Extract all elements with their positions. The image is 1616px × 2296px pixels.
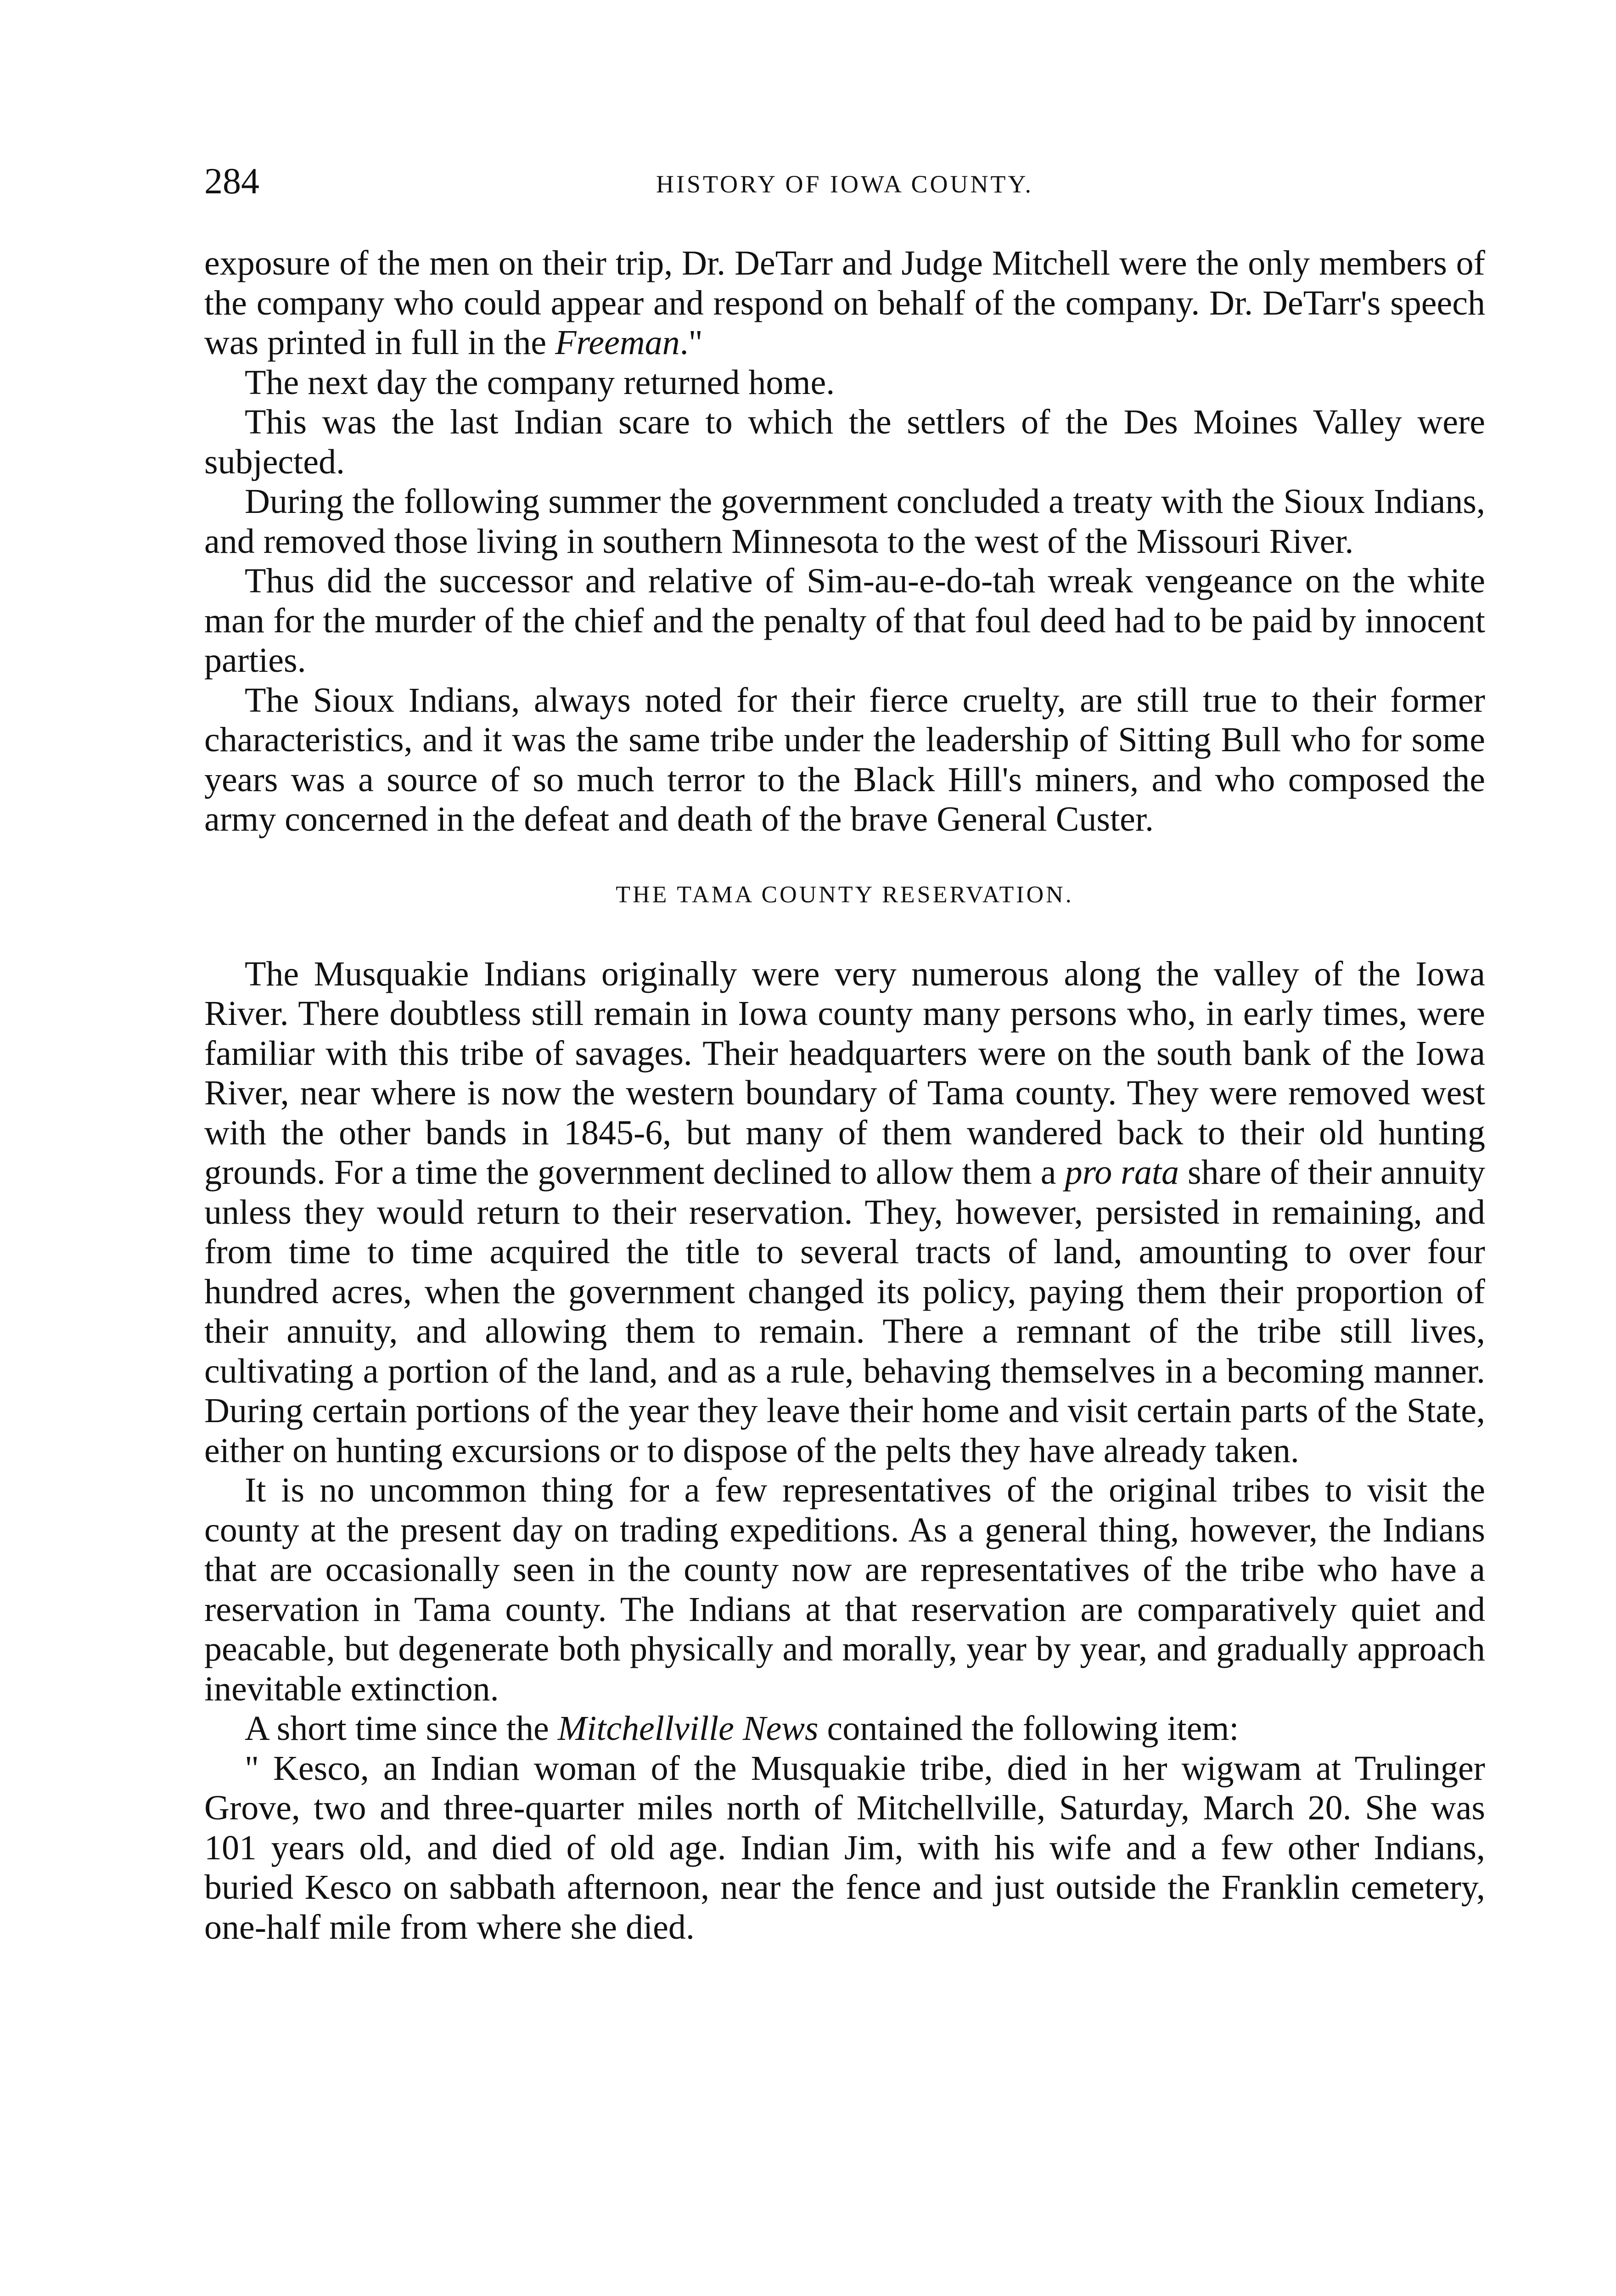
running-head: HISTORY OF IOWA COUNTY. <box>656 170 1034 198</box>
paragraph <box>204 954 1485 1471</box>
paragraph: Thus did the successor and relative of Sim-au-e-do-tah wreak vengeance on the white man for the murder of the chief and the penalty of that foul deed had to be paid by innocent parties. <box>204 562 1485 680</box>
paragraph-continuation <box>204 243 1485 363</box>
paragraph-text: contained the following item: <box>818 1709 1239 1748</box>
page-number: 284 <box>204 161 259 202</box>
paragraph-text: A short time since the <box>245 1709 558 1748</box>
paragraph-text: exposure of the men on their trip, Dr. DeTarr and Judge Mitchell were the only members of the company who could appear and respond on behalf of the company. Dr. DeTarr's speech was printed in full in the <box>204 244 1485 362</box>
newspaper-title: Mitchellville News <box>557 1709 819 1748</box>
newspaper-title: Freeman <box>555 323 680 362</box>
paragraph <box>204 1709 1485 1749</box>
quoted-item: " Kesco, an Indian woman of the Musquakie tribe, died in her wigwam at Trulinger Grove, two and three-quarter miles north of Mitchellville, Saturday, March 20. She was 101 years old, and died of old age. Indian Jim, with his wife and a few other Indians, buried Kesco on sabbath afternoon, near the fence and just outside the Franklin cemetery, one-half mile from where she died. <box>204 1749 1485 1947</box>
latin-phrase: pro rata <box>1065 1153 1179 1192</box>
paragraph-text: ." <box>679 323 703 362</box>
page-header <box>204 158 1485 204</box>
paragraph: During the following summer the government concluded a treaty with the Sioux Indians, and removed those living in southern Minnesota to the west of the Missouri River. <box>204 482 1485 561</box>
paragraph: The next day the company returned home. <box>245 363 835 402</box>
paragraph-text: share of their annuity unless they would return to their reservation. They, however, persisted in remaining, and from time to time acquired the title to several tracts of land, amounting to over four hundred acres, when the government changed its policy, paying them their proportion of their annuity, and allowing them to remain. There a remnant of the tribe still lives, cultivating a portion of the land, and as a rule, behaving themselves in a becoming manner. During certain portions of the year they leave their home and visit certain parts of the State, either on hunting excursions or to dispose of the pelts they have already taken. <box>204 1153 1485 1470</box>
section-heading: THE TAMA COUNTY RESERVATION. <box>616 881 1074 908</box>
paragraph: It is no uncommon thing for a few representatives of the original tribes to visit the county at the present day on trading expeditions. As a general thing, however, the Indians that are occasionally seen in the county now are representatives of the tribe who have a reservation in Tama county. The Indians at that reservation are comparatively quiet and peacable, but degenerate both physically and morally, year by year, and gradually approach inevitable extinction. <box>204 1471 1485 1708</box>
body-text <box>204 243 1485 1947</box>
paragraph: This was the last Indian scare to which the settlers of the Des Moines Valley were subjected. <box>204 403 1485 481</box>
paragraph-text: The Musquakie Indians originally were very numerous along the valley of the Iowa River. There doubtless still remain in Iowa county many persons who, in early times, were familiar with this tribe of savages. Their headquarters were on the south bank of the Iowa River, near where is now the western boundary of Tama county. They were removed west with the other bands in 1845-6, but many of them wandered back to their old hunting grounds. For a time the government declined to allow them a <box>204 954 1485 1192</box>
paragraph: The Sioux Indians, always noted for their fierce cruelty, are still true to their former characteristics, and it was the same tribe under the leadership of Sitting Bull who for some years was a source of so much terror to the Black Hill's miners, and who composed the army concerned in the defeat and death of the brave General Custer. <box>204 681 1485 838</box>
